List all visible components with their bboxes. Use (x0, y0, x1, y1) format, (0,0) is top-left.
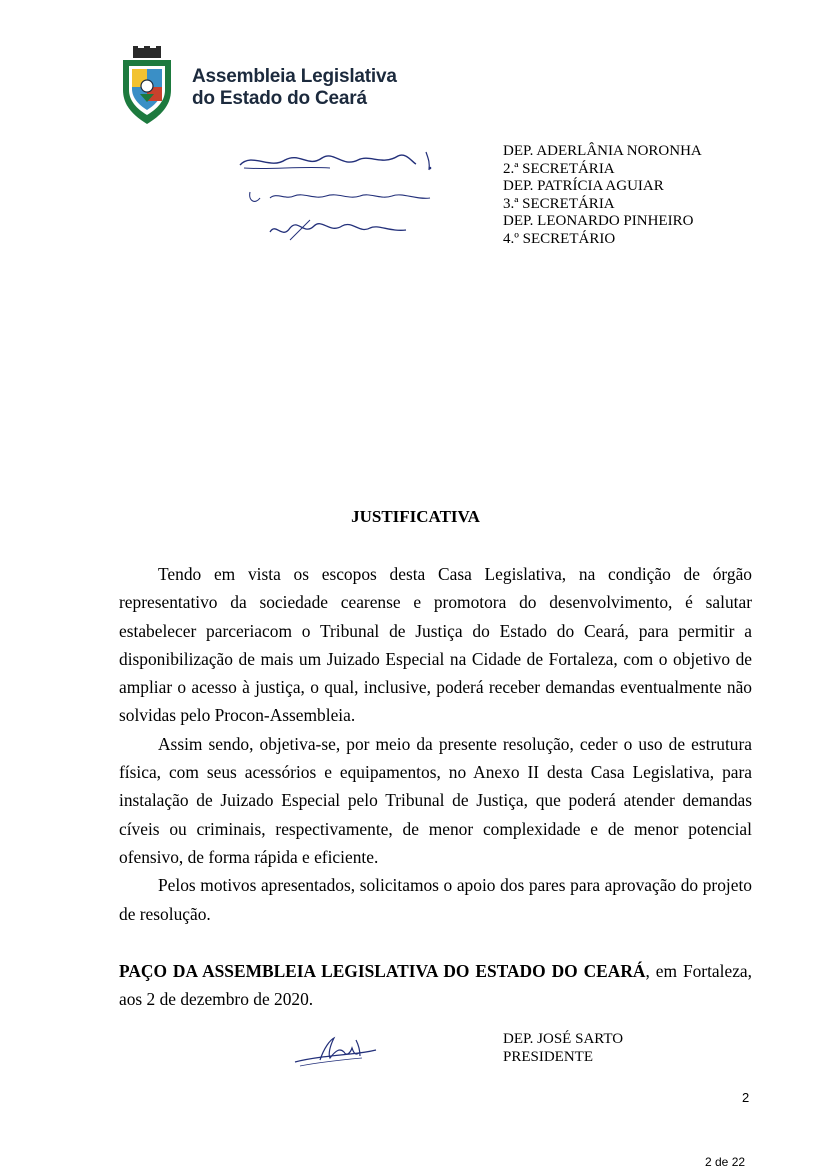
paragraph: Pelos motivos apresentados, solicitamos o apoio dos pares para aprovação do projeto de resolução. (119, 875, 752, 924)
signer-title: 4.º SECRETÁRIO (503, 230, 616, 247)
president-block (503, 1031, 623, 1066)
signer-name: DEP. PATRÍCIA AGUIAR (503, 178, 664, 195)
signer-name: DEP. ADERLÂNIA NORONHA (503, 143, 702, 159)
paragraph: Tendo em vista os escopos desta Casa Legislativa, na condição de órgão representativo da sociedade cearense e promotora do desenvolvimento, é salutar estabelecer parceriacom o Tribunal de Justiça do Estado do Ceará, para permitir a disponibilização de mais um Juizado Especial na Cidade de Fortaleza, com o objetivo de ampliar o acesso à justiça, o qual, inclusive, poderá receber demandas eventualmente não solvidas pelo Procon-Assembleia. (119, 564, 752, 726)
organization-name-line-1: Assembleia Legislativa (192, 66, 397, 87)
president-signature (290, 1030, 380, 1070)
secretaries-signatures (230, 140, 455, 250)
state-crest-icon (118, 46, 176, 126)
organization-name-line-2: do Estado do Ceará (192, 88, 367, 109)
section-heading: JUSTIFICATIVA (351, 507, 480, 526)
page-of-total: 2 de 22 (705, 1155, 746, 1169)
closing-statement (119, 957, 752, 1014)
organization-name (192, 66, 397, 110)
closing-bold: PAÇO DA ASSEMBLEIA LEGISLATIVA DO ESTADO DO CEARÁ (119, 961, 646, 981)
paragraph: Assim sendo, objetiva-se, por meio da presente resolução, ceder o uso de estrutura física, com seus acessórios e equipamentos, no Anexo II desta Casa Legislativa, para instalação de Juizado Especial pelo Tribunal de Justiça, que poderá atender demandas cíveis ou criminais, respectivamente, de menor complexidade e de menor potencial ofensivo, de forma rápida e eficiente. (119, 733, 752, 867)
signer-title: 2.ª SECRETÁRIA (503, 160, 615, 177)
president-title: PRESIDENTE (503, 1048, 593, 1065)
signer-title: 3.ª SECRETÁRIA (503, 195, 615, 212)
header-logo (118, 46, 418, 126)
signer-name: DEP. LEONARDO PINHEIRO (503, 213, 694, 230)
secretaries-list (503, 143, 702, 249)
closing-rest: , em Fortaleza, aos 2 de dezembro de 2020. (119, 961, 752, 1010)
president-name: DEP. JOSÉ SARTO (503, 1031, 624, 1047)
justification-body (119, 560, 752, 928)
page-number: 2 (742, 1090, 750, 1105)
